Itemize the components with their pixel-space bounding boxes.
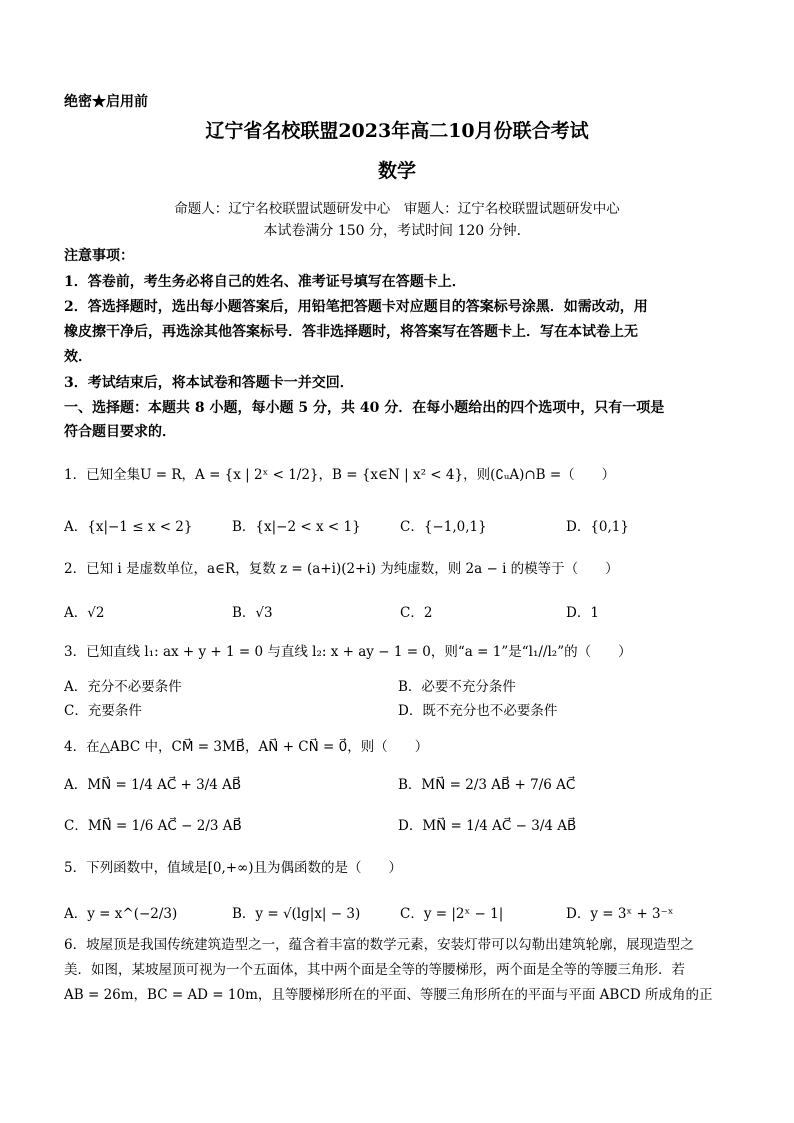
q3-option-c: C．充要条件 bbox=[64, 703, 142, 719]
confidential-label: 绝密★启用前 bbox=[64, 94, 148, 110]
question-2-stem: 2．已知 i 是虚数单位，a∈R，复数 z = (a+i)(2+i) 为纯虚数，则 2a − i 的模等于（ ） bbox=[64, 561, 619, 577]
section-heading: 一、选择题：本题共 8 小题，每小题 5 分，共 40 分．在每小题给出的四个选项中，只有一项是 bbox=[64, 400, 665, 416]
question-6-line: AB = 26m，BC = AD = 10m，且等腰梯形所在的平面、等腰三角形所在的平面与平面 ABCD 所成角的正 bbox=[64, 987, 713, 1003]
note-line: 效． bbox=[64, 349, 92, 365]
question-1-stem: 1．已知全集U = R，A = {x | 2ˣ < 1/2}，B = {x∈N | x² < 4}，则(∁ᵤA)∩B =（ ） bbox=[64, 467, 616, 483]
q5-option-a: A．y = x^(−2/3) bbox=[64, 906, 178, 922]
q4-option-a: A．MN⃗ = 1/4 AC⃗ + 3/4 AB⃗ bbox=[64, 777, 242, 793]
question-6-line: 美．如图，某坡屋顶可视为一个五面体，其中两个面是全等的等腰梯形，两个面是全等的等腰三角形．若 bbox=[64, 962, 685, 978]
exam-info: 本试卷满分 150 分，考试时间 120 分钟． bbox=[263, 223, 531, 239]
authors-line: 命题人：辽宁名校联盟试题研发中心 审题人：辽宁名校联盟试题研发中心 bbox=[174, 201, 620, 217]
q4-option-b: B．MN⃗ = 2/3 AB⃗ + 7/6 AC⃗ bbox=[398, 777, 576, 793]
q3-option-b: B．必要不充分条件 bbox=[398, 679, 516, 695]
q1-option-d: D．{0,1} bbox=[566, 519, 629, 535]
exam-title: 辽宁省名校联盟2023年高二10月份联合考试 bbox=[205, 120, 589, 142]
q1-option-c: C．{−1,0,1} bbox=[400, 519, 487, 535]
q2-option-b: B．√3 bbox=[232, 605, 273, 621]
q5-option-b: B．y = √(lg|x| − 3) bbox=[232, 906, 361, 922]
q2-option-a: A．√2 bbox=[64, 605, 105, 621]
q5-option-d: D．y = 3ˣ + 3⁻ˣ bbox=[566, 906, 674, 922]
note-line: 3．考试结束后，将本试卷和答题卡一并交回． bbox=[64, 375, 354, 391]
q3-option-a: A．充分不必要条件 bbox=[64, 679, 182, 695]
question-5-stem: 5．下列函数中，值域是[0,+∞)且为偶函数的是（ ） bbox=[64, 860, 403, 876]
q2-option-c: C．2 bbox=[400, 605, 433, 621]
note-line: 2．答选择题时，选出每小题答案后，用铅笔把答题卡对应题目的答案标号涂黑．如需改动，用 bbox=[64, 299, 648, 315]
q1-option-a: A．{x|−1 ≤ x < 2} bbox=[64, 519, 193, 535]
note-line: 橡皮擦干净后，再选涂其他答案标号．答非选择题时，将答案写在答题卡上．写在本试卷上无 bbox=[64, 324, 638, 340]
q2-option-d: D．1 bbox=[566, 605, 599, 621]
section-heading-cont: 符合题目要求的． bbox=[64, 424, 176, 440]
q4-option-d: D．MN⃗ = 1/4 AC⃗ − 3/4 AB⃗ bbox=[398, 818, 577, 834]
q5-option-c: C．y = |2ˣ − 1| bbox=[400, 906, 504, 922]
q3-option-d: D．既不充分也不必要条件 bbox=[398, 703, 558, 719]
question-4-stem: 4．在△ABC 中，CM⃗ = 3MB⃗，AN⃗ + CN⃗ = 0⃗，则（ ） bbox=[64, 739, 429, 755]
notes-heading: 注意事项： bbox=[64, 248, 134, 264]
question-6-line: 6．坡屋顶是我国传统建筑造型之一，蕴含着丰富的数学元素，安装灯带可以勾勒出建筑轮廓，展现造型之 bbox=[64, 937, 694, 953]
q1-option-b: B．{x|−2 < x < 1} bbox=[232, 519, 361, 535]
q4-option-c: C．MN⃗ = 1/6 AC⃗ − 2/3 AB⃗ bbox=[64, 818, 242, 834]
question-3-stem: 3．已知直线 l₁: ax + y + 1 = 0 与直线 l₂: x + ay − 1 = 0，则“a = 1”是“l₁//l₂”的（ ） bbox=[64, 644, 632, 660]
note-line: 1．答卷前，考生务必将自己的姓名、准考证号填写在答题卡上． bbox=[64, 274, 466, 290]
subject-title: 数学 bbox=[377, 160, 416, 182]
